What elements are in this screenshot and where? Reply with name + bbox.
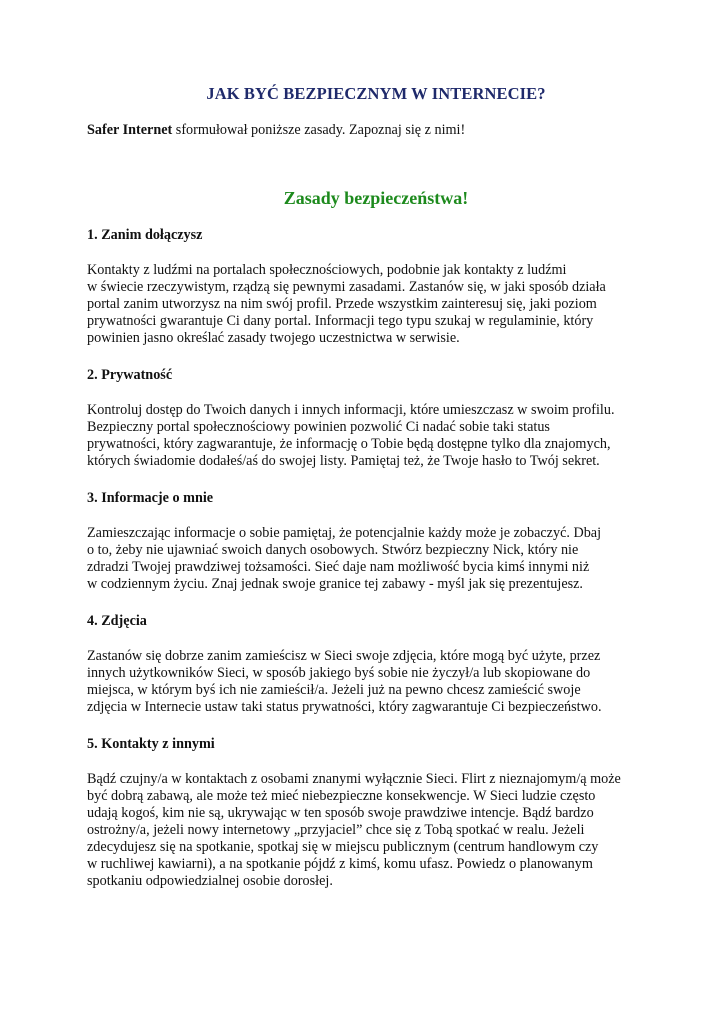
rule-heading: 2. Prywatność — [87, 367, 173, 383]
rule-text — [87, 402, 665, 470]
text-line: innych użytkowników Sieci, w sposób jakiego byś sobie nie życzył/a lub skopiowane do — [87, 665, 591, 681]
text-line: udają kogoś, kim nie są, ukrywając w ten sposób swoje prawdziwe intencje. Bądź bardzo — [87, 805, 594, 821]
intro-text: sformułował poniższe zasady. Zapoznaj się z nimi! — [172, 122, 466, 138]
intro-paragraph — [87, 121, 665, 139]
rule-heading: 5. Kontakty z innymi — [87, 736, 215, 752]
rule-4 — [87, 612, 665, 716]
rule-text — [87, 771, 665, 890]
document-title: JAK BYĆ BEZPIECZNYM W INTERNECIE? — [206, 84, 546, 103]
rule-5 — [87, 735, 665, 890]
rule-heading: 1. Zanim dołączysz — [87, 227, 203, 243]
rule-text — [87, 262, 665, 347]
text-line: prywatności gwarantuje Ci dany portal. Informacji tego typu szukaj w regulaminie, który — [87, 313, 594, 329]
rule-3 — [87, 489, 665, 593]
text-line: miejsca, w którym byś ich nie zamieścił/a. Jeżeli już na pewno chcesz zamieścić swoje — [87, 682, 581, 698]
rule-2 — [87, 366, 665, 470]
section-title: Zasady bezpieczeństwa! — [283, 188, 469, 208]
text-line: w codziennym życiu. Znaj jednak swoje granice tej zabawy - myśl jak się prezentujesz. — [87, 576, 583, 592]
text-line: Bądź czujny/a w kontaktach z osobami znanymi wyłącznie Sieci. Flirt z nieznajomym/ą może — [87, 771, 621, 787]
rule-heading: 4. Zdjęcia — [87, 613, 147, 629]
text-line: Zastanów się dobrze zanim zamieścisz w Sieci swoje zdjęcia, które mogą być użyte, przez — [87, 648, 601, 664]
text-line: zdecydujesz się na spotkanie, spotkaj się w miejscu publicznym (centrum handlowym czy — [87, 839, 599, 855]
rules-list — [87, 226, 665, 890]
text-line: Kontakty z ludźmi na portalach społecznościowych, podobnie jak kontakty z ludźmi — [87, 262, 567, 278]
rule-heading: 3. Informacje o mnie — [87, 490, 214, 506]
text-line: być dobrą zabawą, ale może też mieć niebezpieczne konsekwencje. W Sieci ludzie często — [87, 788, 596, 804]
text-line: których świadomie dodałeś/aś do swojej listy. Pamiętaj też, że Twoje hasło to Twój sekret. — [87, 453, 600, 469]
rule-text — [87, 525, 665, 593]
text-line: Bezpieczny portal społecznościowy powinien pozwolić Ci nadać sobie taki status — [87, 419, 550, 435]
intro-bold: Safer Internet — [87, 122, 173, 138]
text-line: w ruchliwej kawiarni), a na spotkanie pójdź z kimś, komu ufasz. Powiedz o planowanym — [87, 856, 593, 872]
rule-text — [87, 648, 665, 716]
text-line: zdjęcia w Internecie ustaw taki status prywatności, który zagwarantuje Ci bezpieczeństwo. — [87, 699, 602, 715]
text-line: spotkaniu odpowiedzialnej osobie dorosłej. — [87, 873, 333, 889]
text-line: prywatności, który zagwarantuje, że informację o Tobie będą dostępne tylko dla znajomych, — [87, 436, 611, 452]
text-line: Kontroluj dostęp do Twoich danych i innych informacji, które umieszczasz w swoim profilu. — [87, 402, 615, 418]
text-line: w świecie rzeczywistym, rządzą się pewnymi zasadami. Zastanów się, w jaki sposób działa — [87, 279, 606, 295]
text-line: ostrożny/a, jeżeli nowy internetowy „przyjaciel” chce się z Tobą spotkać w realu. Jeżeli — [87, 822, 585, 838]
text-line: Zamieszczając informacje o sobie pamiętaj, że potencjalnie każdy może je zobaczyć. Dbaj — [87, 525, 602, 541]
text-line: portal zanim utworzysz na nim swój profil. Przede wszystkim zainteresuj się, jaki poziom — [87, 296, 597, 312]
text-line: powinien jasno określać zasady twojego uczestnictwa w serwisie. — [87, 330, 460, 346]
text-line: o to, żeby nie ujawniać swoich danych osobowych. Stwórz bezpieczny Nick, który nie — [87, 542, 579, 558]
text-line: zdradzi Twojej prawdziwej tożsamości. Sieć daje nam możliwość bycia kimś innymi niż — [87, 559, 590, 575]
rule-1 — [87, 226, 665, 347]
